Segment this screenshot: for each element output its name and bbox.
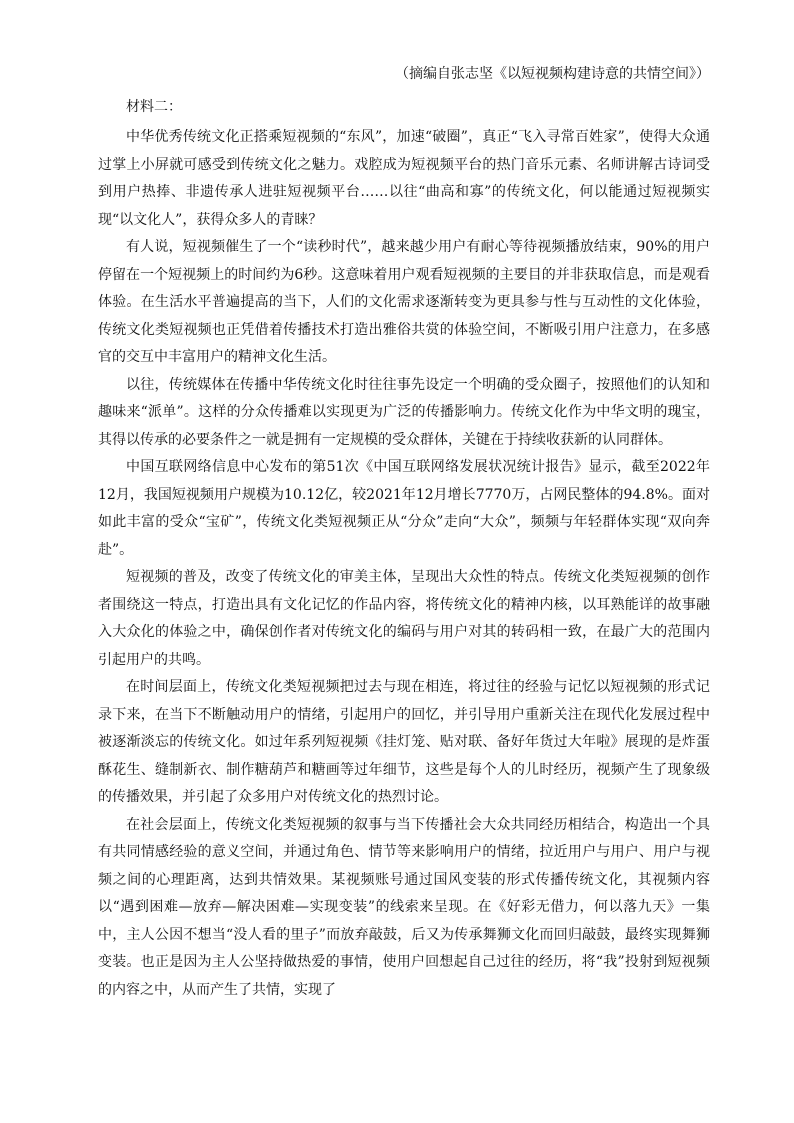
paragraph-5: 短视频的普及，改变了传统文化的审美主体，呈现出大众性的特点。传统文化类短视频的创作者围绕这一特点，打造出具有文化记忆的作品内容，将传统文化的精神内核，以耳熟能详的故事融入大众化的体验之中，确保创作者对传统文化的编码与用户对其的转码相一致，在最广大的范围内引起用户的共鸣。: [98, 569, 710, 668]
document-page: [98, 58, 710, 1004]
source-citation: （摘编自张志坚《以短视频构建诗意的共情空间》）: [395, 66, 710, 82]
paragraph-6: 在时间层面上，传统文化类短视频把过去与现在相连，将过往的经验与记忆以短视频的形式记录下来，在当下不断触动用户的情绪，引起用户的回忆，并引导用户重新关注在现代化发展过程中被逐渐淡忘的传统文化。如过年系列短视频《挂灯笼、贴对联、备好年货过大年啦》展现的是炸蛋酥花生、缝制新衣、制作糖葫芦和糖画等过年细节，这些是每个人的儿时经历，视频产生了现象级的传播效果，并引起了众多用户对传统文化的热烈讨论。: [98, 679, 710, 805]
paragraph-2: 有人说，短视频催生了一个“读秒时代”，越来越少用户有耐心等待视频播放结束，90%的用户停留在一个短视频上的时间约为6秒。这意味着用户观看短视频的主要目的并非获取信息，而是观看体验。在生活水平普遍提高的当下，人们的文化需求逐渐转变为更具参与性与互动性的文化体验，传统文化类短视频也正凭借着传播技术打造出雅俗共赏的体验空间，不断吸引用户注意力，在多感官的交互中丰富用户的精神文化生活。: [98, 239, 710, 365]
section-title: 材料二：: [126, 99, 182, 115]
paragraph-3: 以往，传统媒体在传播中华传统文化时往往事先设定一个明确的受众圈子，按照他们的认知和趣味来“派单”。这样的分众传播难以实现更为广泛的传播影响力。传统文化作为中华文明的瑰宝，其得以传承的必要条件之一就是拥有一定规模的受众群体，关键在于持续收获新的认同群体。: [98, 376, 710, 448]
paragraph-7: 在社会层面上，传统文化类短视频的叙事与当下传播社会大众共同经历相结合，构造出一个具有共同情感经验的意义空间，并通过角色、情节等来影响用户的情绪，拉近用户与用户、用户与视频之间的心理距离，达到共情效果。某视频账号通过国风变装的形式传播传统文化，其视频内容以“遇到困难—放弃—解决困难—实现变装”的线索来呈现。在《好彩无借力，何以落九天》一集中，主人公因不想当“没人看的里子”而放弃敲鼓，后又为传承舞狮文化而回归敲鼓，最终实现舞狮变装。也正是因为主人公坚持做热爱的事情，使用户回想起自己过往的经历，将“我”投射到短视频的内容之中，从而产生了共情，实现了: [98, 816, 710, 998]
paragraph-4: 中国互联网络信息中心发布的第51次《中国互联网络发展状况统计报告》显示，截至2022年12月，我国短视频用户规模为10.12亿，较2021年12月增长7770万，占网民整体的94.8%。面对如此丰富的受众“宝矿”，传统文化类短视频正从“分众”走向“大众”，频频与年轻群体实现“双向奔赴”。: [98, 459, 710, 558]
paragraph-1: 中华优秀传统文化正搭乘短视频的“东风”，加速“破圈”，真正“飞入寻常百姓家”，使得大众通过掌上小屏就可感受到传统文化之魅力。戏腔成为短视频平台的热门音乐元素、名师讲解古诗词受到用户热捧、非遗传承人进驻短视频平台……以往“曲高和寡”的传统文化，何以能通过短视频实现“以文化人”，获得众多人的青睐？: [98, 129, 710, 228]
